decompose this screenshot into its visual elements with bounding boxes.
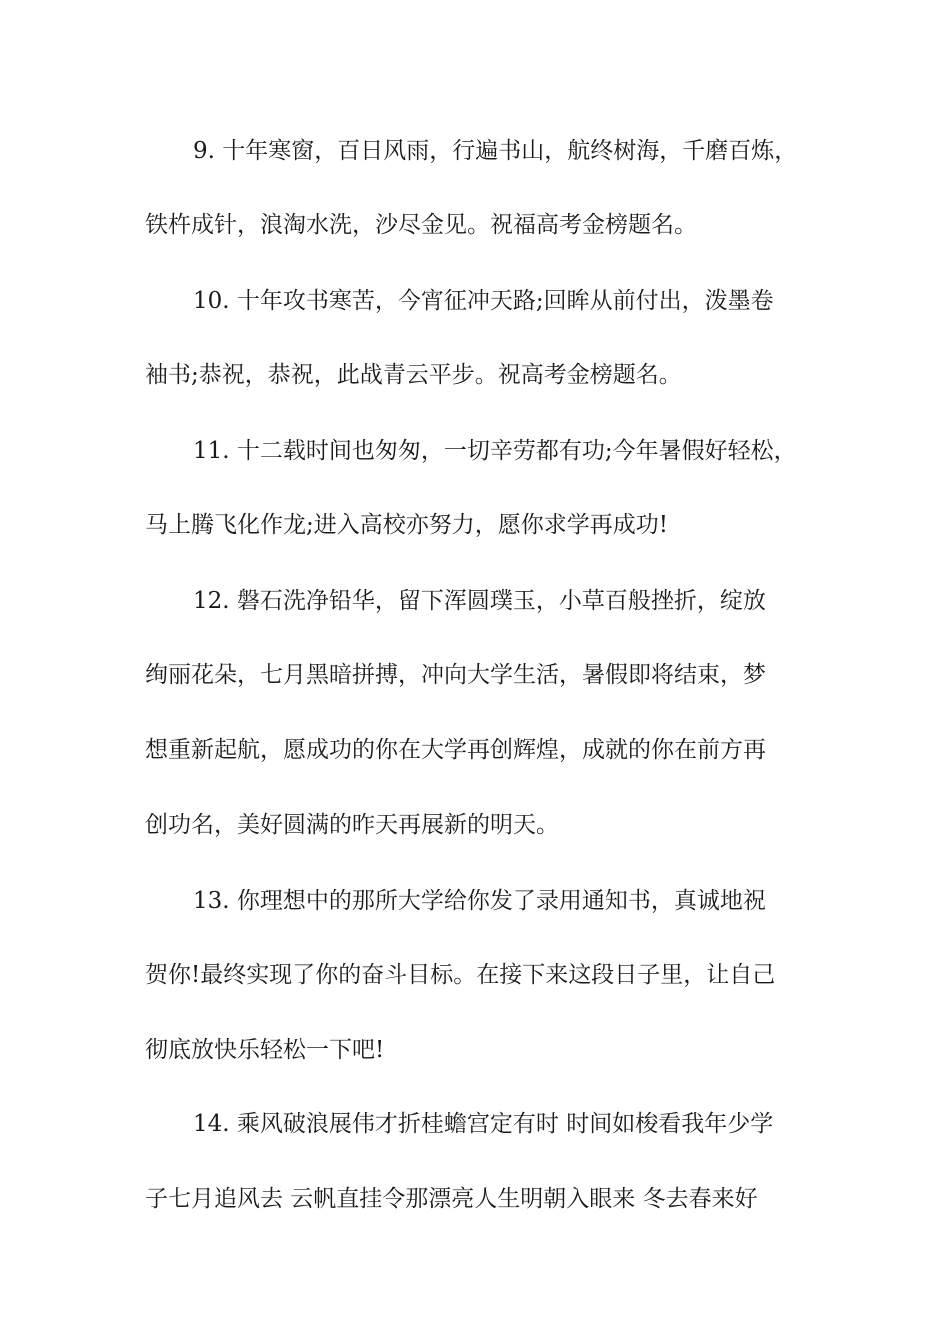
- paragraph-13-line-3: 彻底放快乐轻松一下吧!: [145, 1037, 385, 1063]
- paragraph-11-line-2: 马上腾飞化作龙;进入高校亦努力，愿你求学再成功!: [145, 512, 668, 538]
- paragraph-12-line-1: 12. 磐石洗净铅华，留下浑圆璞玉，小草百般挫折，绽放: [193, 588, 766, 614]
- paragraph-12-line-2: 绚丽花朵，七月黑暗拼搏，冲向大学生活，暑假即将结束，梦: [145, 662, 766, 688]
- paragraph-14-line-1: 14. 乘风破浪展伟才折桂蟾宫定有时 时间如梭看我年少学: [193, 1111, 774, 1137]
- paragraph-12-line-4: 创功名，美好圆满的昨天再展新的明天。: [145, 812, 559, 838]
- paragraph-11-line-1: 11. 十二载时间也匆匆，一切辛劳都有功;今年暑假好轻松，: [193, 438, 797, 464]
- paragraph-12-line-3: 想重新起航，愿成功的你在大学再创辉煌，成就的你在前方再: [145, 737, 766, 763]
- paragraph-13-line-1: 13. 你理想中的那所大学给你发了录用通知书，真诚地祝: [193, 888, 766, 914]
- paragraph-9-line-2: 铁杵成针，浪淘水洗，沙尽金见。祝福高考金榜题名。: [145, 212, 697, 238]
- paragraph-10-line-2: 袖书;恭祝，恭祝，此战青云平步。祝高考金榜题名。: [145, 362, 682, 388]
- paragraph-14-line-2: 子七月追风去 云帆直挂令那漂亮人生明朝入眼来 冬去春来好: [145, 1186, 758, 1212]
- paragraph-13-line-2: 贺你!最终实现了你的奋斗目标。在接下来这段日子里，让自己: [145, 962, 776, 988]
- paragraph-9-line-1: 9. 十年寒窗，百日风雨，行遍书山，航终树海，千磨百炼，: [193, 138, 798, 164]
- paragraph-10-line-1: 10. 十年攻书寒苦，今宵征冲天路;回眸从前付出，泼墨卷: [193, 288, 774, 314]
